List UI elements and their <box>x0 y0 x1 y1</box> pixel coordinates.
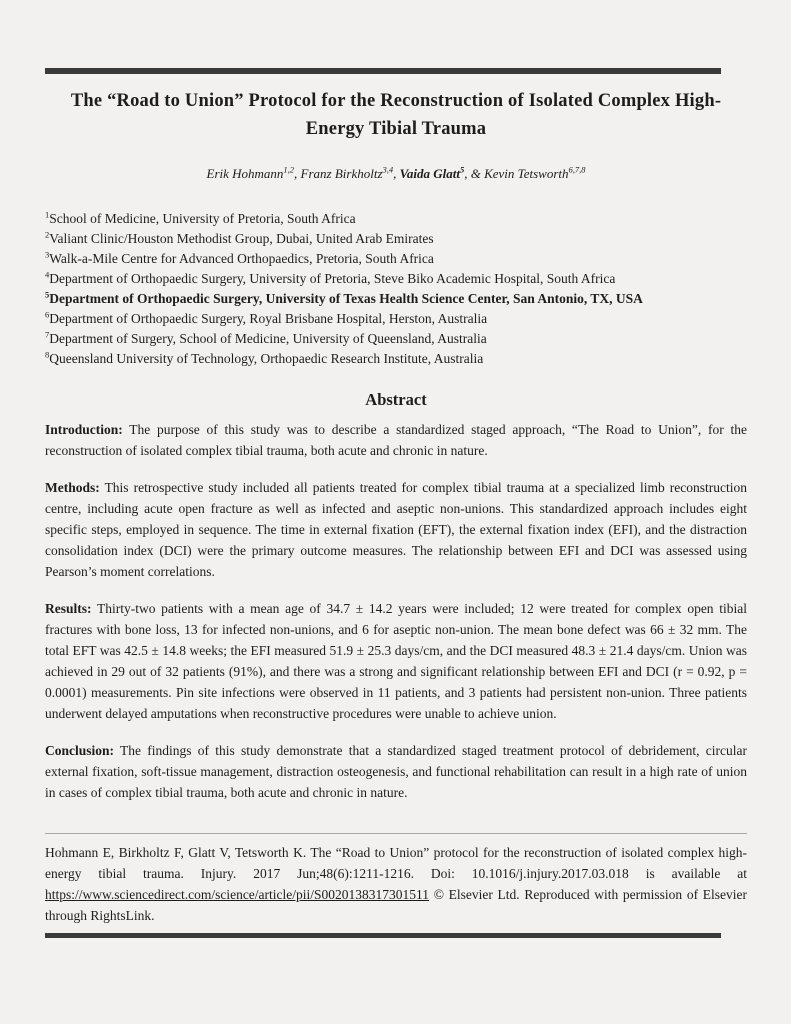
section-text-introduction: The purpose of this study was to describe a standardized staged approach, “The Road to Union”, for the reconstruction of isolated complex tibial trauma, both acute and chronic in nature. <box>45 422 747 458</box>
author-segment: , Franz Birkholtz <box>294 166 383 181</box>
citation-divider <box>45 833 747 834</box>
affiliation-item <box>45 209 747 229</box>
affiliation-text: Walk-a-Mile Centre for Advanced Orthopaedics, Pretoria, South Africa <box>49 251 434 266</box>
affiliation-number: 5 <box>45 289 50 300</box>
bottom-rule <box>45 933 721 938</box>
affiliation-number: 6 <box>45 309 50 320</box>
affiliation-text: School of Medicine, University of Pretoria, South Africa <box>49 211 356 226</box>
authors-line <box>45 165 747 183</box>
affiliation-number: 8 <box>45 349 50 360</box>
author-superscript-bold: 5 <box>459 164 465 175</box>
author-superscript: 6,7,8 <box>568 164 586 175</box>
section-text-methods: This retrospective study included all patients treated for complex tibial trauma at a specialized limb reconstruction centre, including acute open fracture as well as infected and aseptic non-unions. This standardized approach includes eight specific steps, employed in sequence. The time in external fixation (EFT), the external fixation index (EFI), and the distraction consolidation index (DCI) were the primary outcome measures. The relationship between EFI and DCI was assessed using Pearson’s moment correlations. <box>45 480 747 579</box>
top-rule <box>45 68 721 74</box>
abstract-heading: Abstract <box>365 390 427 409</box>
affiliation-item <box>45 309 747 329</box>
affiliation-text: Queensland University of Technology, Orthopaedic Research Institute, Australia <box>49 351 484 366</box>
section-label-methods: Methods: <box>45 480 100 495</box>
section-text-conclusion: The findings of this study demonstrate that a standardized staged treatment protocol of debridement, circular external fixation, soft-tissue management, distraction osteogenesis, and functional rehabilitation can result in a high rate of union in cases of complex tibial trauma, both acute and chronic in nature. <box>45 743 747 800</box>
paper-title <box>45 87 747 143</box>
citation-link[interactable]: https://www.sciencedirect.com/science/article/pii/S0020138317301511 <box>45 887 430 902</box>
author-segment-bold: Vaida Glatt <box>399 166 460 181</box>
paper-title-line2: Energy Tibial Trauma <box>305 119 487 139</box>
abstract-section-results <box>45 598 747 724</box>
abstract-section-introduction <box>45 419 747 461</box>
affiliation-item <box>45 349 747 369</box>
affiliation-item <box>45 289 747 309</box>
affiliation-text: Department of Surgery, School of Medicine, University of Queensland, Australia <box>49 331 487 346</box>
affiliation-item <box>45 269 747 289</box>
author-superscript: 3,4 <box>382 164 394 175</box>
section-label-introduction: Introduction: <box>45 422 123 437</box>
affiliation-item <box>45 249 747 269</box>
affiliation-number: 3 <box>45 249 50 260</box>
affiliation-text: Department of Orthopaedic Surgery, Royal Brisbane Hospital, Herston, Australia <box>49 311 488 326</box>
paper-title-line1: The “Road to Union” Protocol for the Reconstruction of Isolated Complex High- <box>70 91 722 111</box>
affiliation-number: 7 <box>45 329 50 340</box>
affiliation-text: Department of Orthopaedic Surgery, University of Texas Health Science Center, San Antonio, TX, USA <box>49 291 643 306</box>
author-segment: Erik Hohmann <box>206 166 284 181</box>
affiliation-number: 1 <box>45 209 50 220</box>
section-label-results: Results: <box>45 601 92 616</box>
page-content <box>45 0 747 938</box>
affiliation-text: Valiant Clinic/Houston Methodist Group, Dubai, United Arab Emirates <box>49 231 434 246</box>
abstract-section-conclusion <box>45 740 747 803</box>
affiliation-number: 2 <box>45 229 50 240</box>
citation <box>45 842 747 926</box>
affiliations-list <box>45 209 747 369</box>
section-text-results: Thirty-two patients with a mean age of 34.7 ± 14.2 years were included; 12 were treated for complex open tibial fractures with bone loss, 13 for infected non-unions, and 6 for aseptic non-union. The mean bone defect was 66 ± 32 mm. The total EFT was 42.5 ± 14.8 weeks; the EFI measured 51.9 ± 25.3 days/cm, and the DCI measured 48.3 ± 21.4 days/cm. Union was achieved in 29 out of 32 patients (91%), and there was a strong and significant relationship between EFI and DCI (r = 0.92, p = 0.0001) measurements. Pin site infections were observed in 11 patients, and 3 patients had persistent non-union. Three patients underwent delayed amputations when reconstructive procedures were unable to achieve union. <box>45 601 747 721</box>
author-superscript: 1,2 <box>283 164 295 175</box>
section-label-conclusion: Conclusion: <box>45 743 115 758</box>
abstract-section-methods <box>45 477 747 582</box>
affiliation-text: Department of Orthopaedic Surgery, University of Pretoria, Steve Biko Academic Hospital, South Africa <box>49 271 616 286</box>
affiliation-item <box>45 329 747 349</box>
affiliation-number: 4 <box>45 269 50 280</box>
author-segment: , & Kevin Tetsworth <box>464 166 569 181</box>
citation-text-before: Hohmann E, Birkholtz F, Glatt V, Tetsworth K. The “Road to Union” protocol for the reconstruction of isolated complex high-energy tibial trauma. Injury. 2017 Jun;48(6):1211-1216. Doi: 10.1016/j.injury.2017.03.018 is available at <box>45 845 747 881</box>
author-segment: , <box>393 166 400 181</box>
affiliation-item <box>45 229 747 249</box>
citation-text-after: © Elsevier Ltd. Reproduced with permission of Elsevier through RightsLink. <box>45 887 747 923</box>
